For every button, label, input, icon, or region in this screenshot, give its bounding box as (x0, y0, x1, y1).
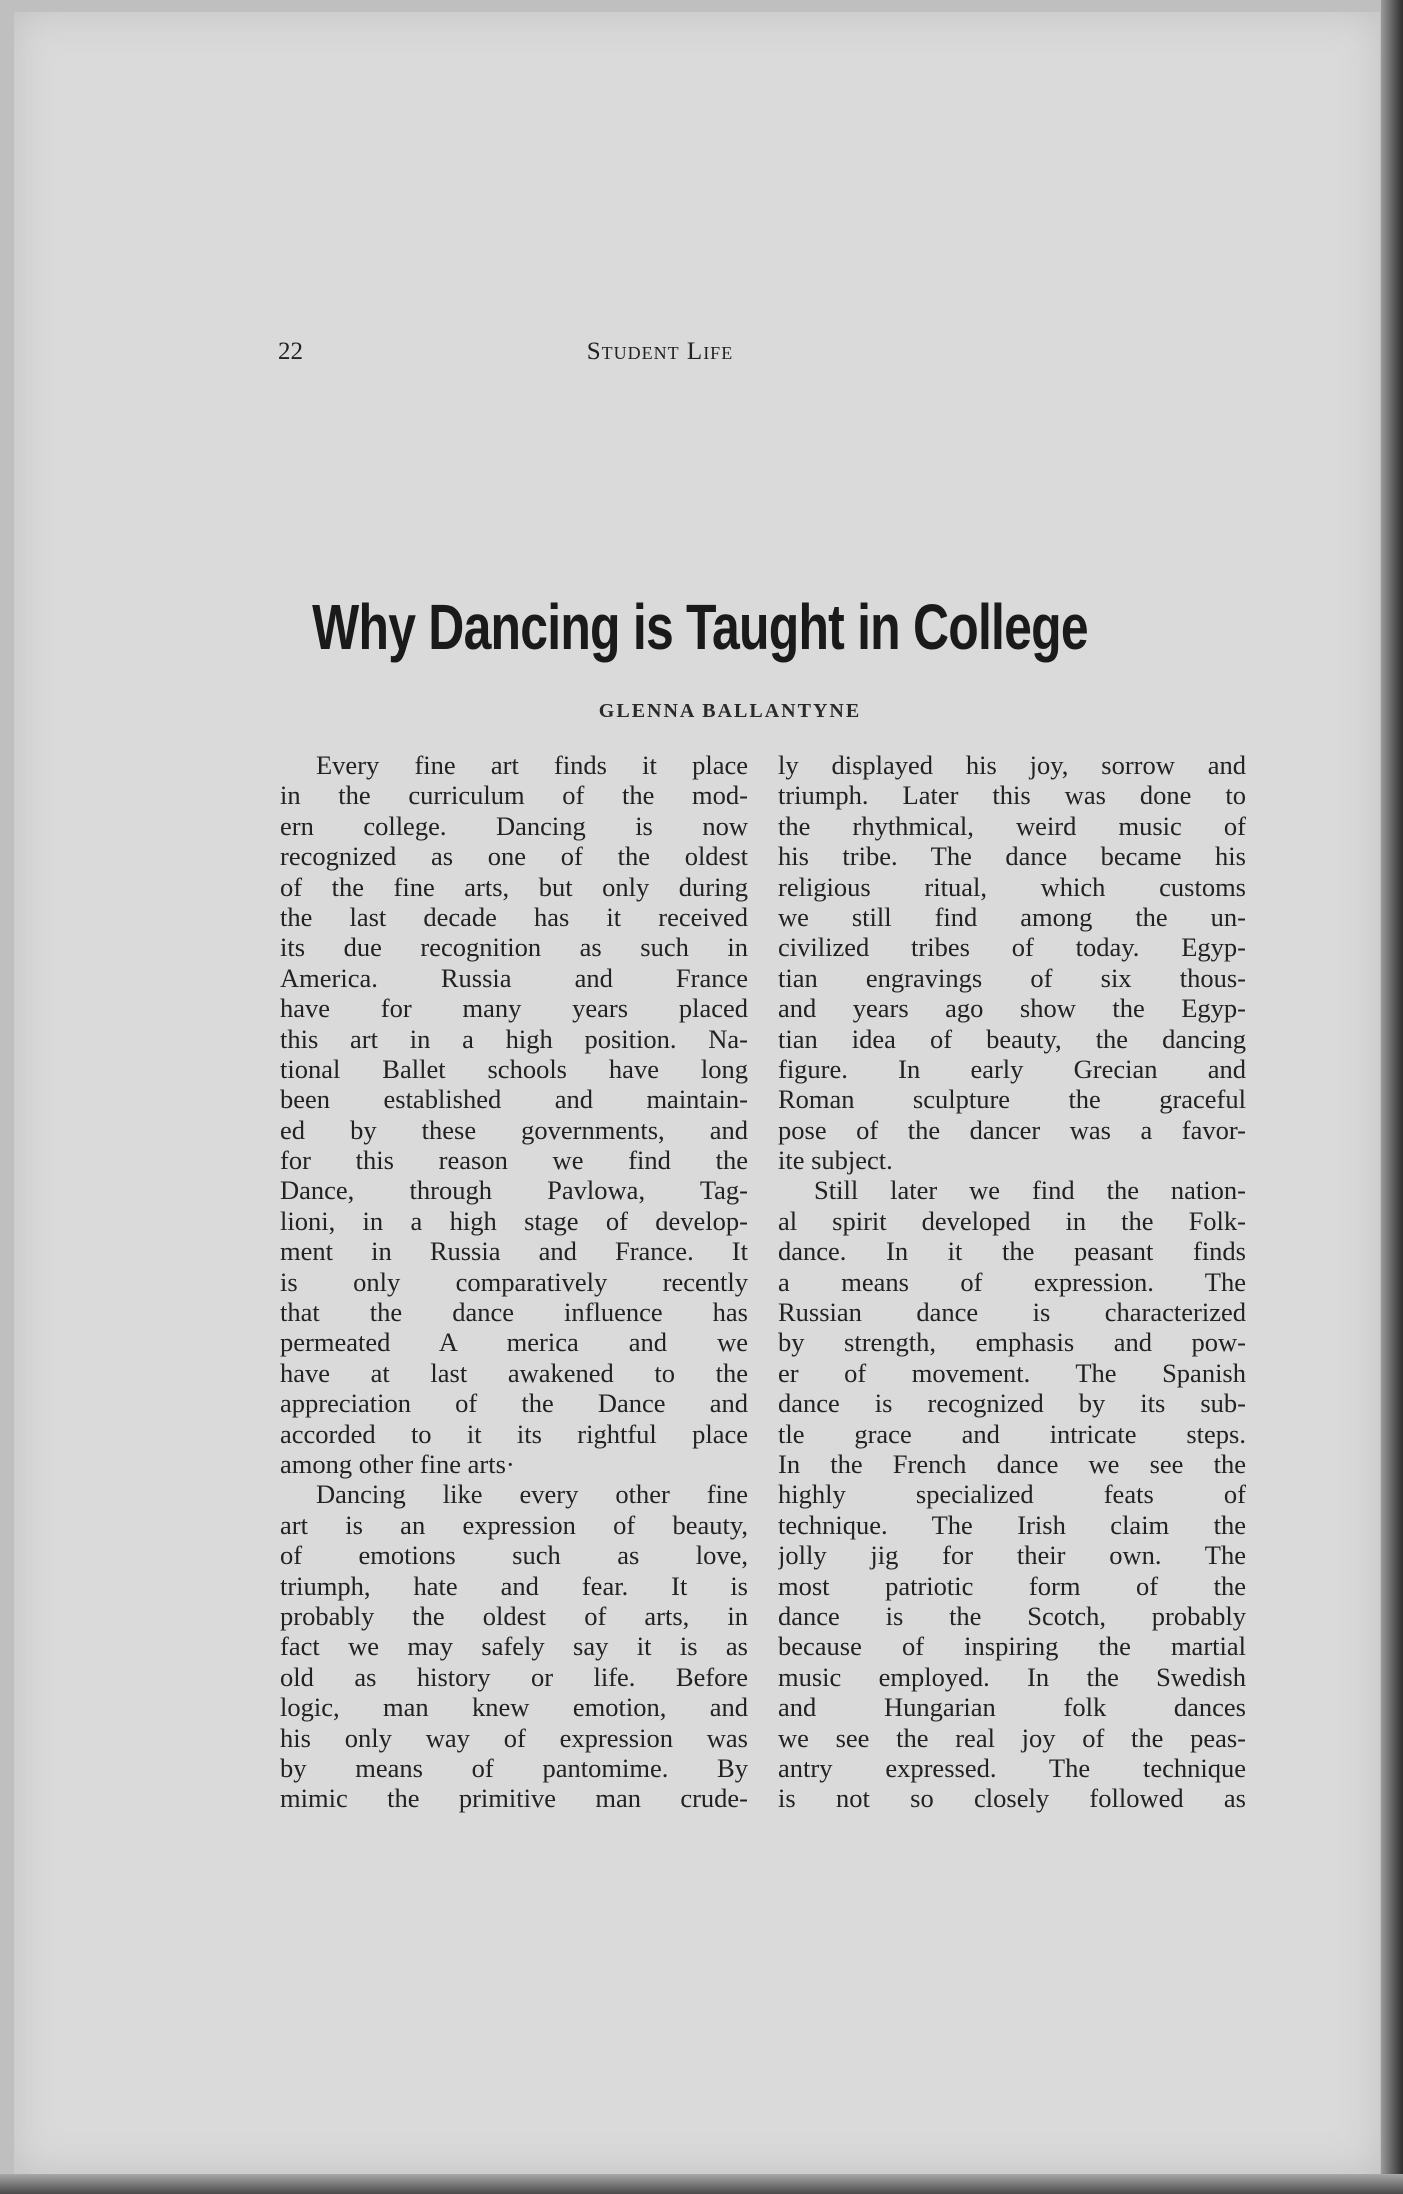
article-author: GLENNA BALLANTYNE (598, 700, 862, 722)
text-line: by means of pantomime. By (280, 1752, 748, 1783)
text-line: logic, man knew emotion, and (280, 1692, 748, 1723)
text-line: jolly jig for their own. The (778, 1540, 1246, 1571)
page-edge-shadow (1381, 0, 1403, 2194)
page-number: 22 (278, 338, 303, 365)
text-line: in the curriculum of the mod- (280, 780, 748, 811)
right-column (778, 750, 1246, 1814)
text-line: we still find among the un- (778, 901, 1246, 932)
text-line: for this reason we find the (280, 1145, 748, 1176)
text-line: and Hungarian folk dances (778, 1692, 1246, 1723)
text-line: is only comparatively recently (280, 1266, 748, 1297)
text-line: antry expressed. The technique (778, 1752, 1246, 1783)
text-line: accorded to it its rightful place (280, 1418, 748, 1449)
text-line: pose of the dancer was a favor- (778, 1114, 1246, 1145)
text-line: probably the oldest of arts, in (280, 1600, 748, 1631)
text-line: is not so closely followed as (778, 1783, 1246, 1814)
text-line: tional Ballet schools have long (280, 1053, 748, 1084)
text-line: the last decade has it received (280, 901, 748, 932)
text-line: highly specialized feats of (778, 1479, 1246, 1510)
text-line: this art in a high position. Na- (280, 1023, 748, 1054)
text-line: er of movement. The Spanish (778, 1357, 1246, 1388)
text-line: Roman sculpture the graceful (778, 1084, 1246, 1115)
text-line: of the fine arts, but only during (280, 871, 748, 902)
article-title: Why Dancing is Taught in College (312, 591, 1088, 663)
text-line: ment in Russia and France. It (280, 1236, 748, 1267)
text-line: a means of expression. The (778, 1266, 1246, 1297)
text-line: art is an expression of beauty, (280, 1509, 748, 1540)
text-line: recognized as one of the oldest (280, 841, 748, 872)
text-line: tle grace and intricate steps. (778, 1418, 1246, 1449)
left-column (280, 750, 748, 1814)
text-line: of emotions such as love, (280, 1540, 748, 1571)
text-line: dance is recognized by its sub- (778, 1388, 1246, 1419)
text-line: that the dance influence has (280, 1297, 748, 1328)
text-line: have for many years placed (280, 993, 748, 1024)
text-line: his tribe. The dance became his (778, 841, 1246, 872)
text-line: triumph, hate and fear. It is (280, 1570, 748, 1601)
text-line: Dance, through Pavlowa, Tag- (280, 1175, 748, 1206)
page-bottom-shadow (0, 2174, 1403, 2194)
text-line: America. Russia and France (280, 962, 748, 993)
text-line: Still later we find the nation- (814, 1175, 1246, 1206)
text-line: the rhythmical, weird music of (778, 810, 1246, 841)
text-line: fact we may safely say it is as (280, 1631, 748, 1662)
text-line: al spirit developed in the Folk- (778, 1205, 1246, 1236)
text-line: triumph. Later this was done to (778, 780, 1246, 811)
text-line: permeated A merica and we (280, 1327, 748, 1358)
text-line: religious ritual, which customs (778, 871, 1246, 902)
text-line: lioni, in a high stage of develop- (280, 1205, 748, 1236)
text-line: because of inspiring the martial (778, 1631, 1246, 1662)
text-line: mimic the primitive man crude- (280, 1783, 748, 1814)
text-line: old as history or life. Before (280, 1661, 748, 1692)
text-line: technique. The Irish claim the (778, 1509, 1246, 1540)
text-line: ly displayed his joy, sorrow and (778, 750, 1246, 780)
text-line: ern college. Dancing is now (280, 810, 748, 841)
text-line: civilized tribes of today. Egyp- (778, 932, 1246, 963)
text-line: among other fine arts· (280, 1448, 515, 1479)
text-line: its due recognition as such in (280, 932, 748, 963)
text-line: have at last awakened to the (280, 1357, 748, 1388)
text-line: dance is the Scotch, probably (778, 1600, 1246, 1631)
text-line: dance. In it the peasant finds (778, 1236, 1246, 1267)
text-line: by strength, emphasis and pow- (778, 1327, 1246, 1358)
text-line: tian idea of beauty, the dancing (778, 1023, 1246, 1054)
text-line: appreciation of the Dance and (280, 1388, 748, 1419)
text-line: Russian dance is characterized (778, 1297, 1246, 1328)
text-line: Dancing like every other fine (316, 1479, 748, 1510)
text-line: we see the real joy of the peas- (778, 1722, 1246, 1753)
text-line: music employed. In the Swedish (778, 1661, 1246, 1692)
text-line: most patriotic form of the (778, 1570, 1246, 1601)
text-line: Every fine art finds it place (316, 750, 748, 780)
text-line: been established and maintain- (280, 1084, 748, 1115)
text-line: tian engravings of six thous- (778, 962, 1246, 993)
journal-title: Student Life (586, 338, 734, 365)
text-line: his only way of expression was (280, 1722, 748, 1753)
text-line: figure. In early Grecian and (778, 1053, 1246, 1084)
text-line: and years ago show the Egyp- (778, 993, 1246, 1024)
text-line: ite subject. (778, 1145, 893, 1176)
text-line: ed by these governments, and (280, 1114, 748, 1145)
text-line: In the French dance we see the (778, 1448, 1246, 1479)
running-header (278, 338, 882, 370)
